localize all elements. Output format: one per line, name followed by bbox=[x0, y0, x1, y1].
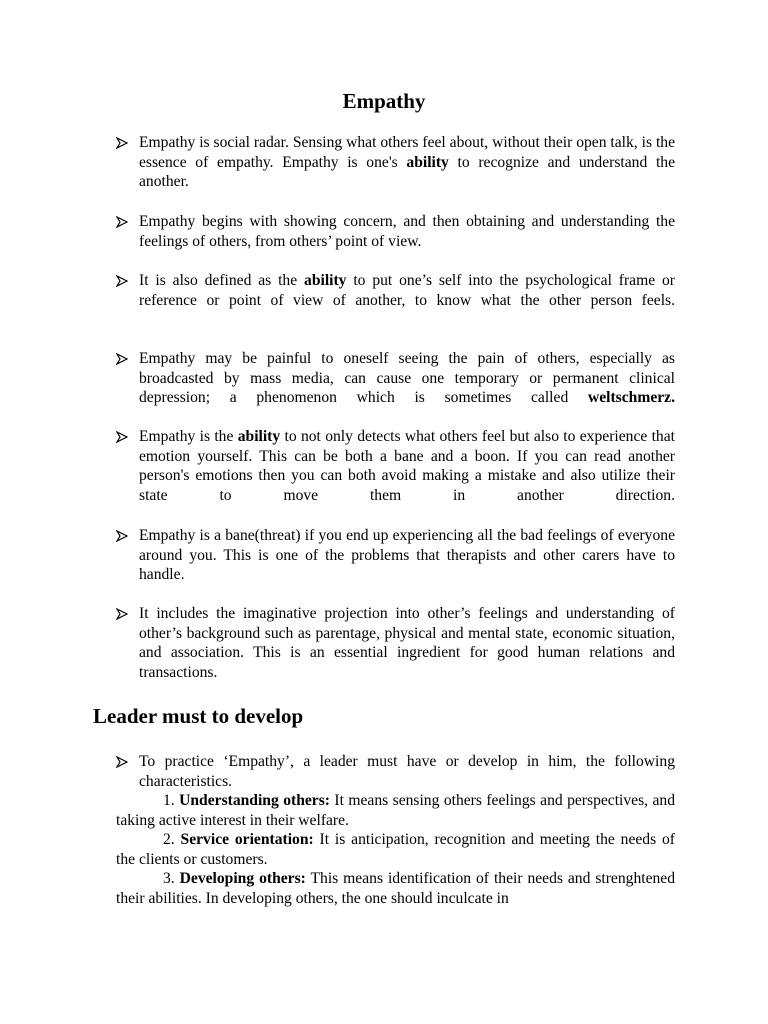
bold-term: ability bbox=[406, 153, 449, 171]
item-label: Service orientation: bbox=[180, 831, 314, 848]
arrow-bullet-icon bbox=[116, 216, 128, 228]
item-number: 2. bbox=[163, 831, 181, 848]
bullet-text: to recognize and understand the another. bbox=[139, 153, 675, 191]
arrow-bullet-icon bbox=[116, 275, 128, 287]
bullet-item-2 bbox=[139, 212, 675, 251]
item-text: This means identification of their needs and strenghtened their abilities. In developing others, the one should inculcate in bbox=[116, 870, 676, 907]
bullet-item-1 bbox=[139, 133, 675, 212]
item-label: Understanding others: bbox=[179, 792, 330, 809]
section-heading: Leader must to develop bbox=[93, 704, 304, 728]
bullet-text: It is also defined as the bbox=[139, 272, 305, 289]
bullet-text: to not only detects what others feel but also to experience that emotion yourself. This can be both a bane and a boon. If you can read another person's emotions then you can both avoid making a mistake and also utilize their state to move them in another direction. bbox=[139, 428, 675, 505]
arrow-bullet-icon bbox=[116, 431, 128, 443]
arrow-bullet-icon bbox=[116, 353, 128, 365]
leader-bullet-text: To practice ‘Empathy’, a leader must have or develop in him, the following characteristics. bbox=[139, 753, 675, 790]
bullet-item-4 bbox=[139, 349, 675, 428]
arrow-bullet-icon bbox=[116, 530, 128, 542]
item-number: 1. bbox=[163, 792, 180, 809]
item-number: 3. bbox=[163, 870, 180, 887]
characteristic-item-1 bbox=[116, 791, 675, 830]
bullet-text: Empathy may be painful to oneself seeing the pain of others, especially as broadcasted by mass media, can cause one temporary or permanent clinical depression; a phenomenon which is sometimes called bbox=[139, 350, 675, 407]
bullet-text: Empathy is social radar. Sensing what others feel about, without their open talk, is the essence of empathy. Empathy is one's bbox=[139, 134, 675, 171]
item-label: Developing others: bbox=[179, 870, 306, 887]
bold-term: ability bbox=[237, 428, 281, 445]
bold-term: weltschmerz. bbox=[587, 389, 675, 407]
page-title: Empathy bbox=[342, 89, 426, 113]
bullet-text: Empathy is a bane(threat) if you end up experiencing all the bad feelings of everyone around you. This is one of the problems that therapists and other carers have to handle. bbox=[139, 527, 675, 584]
characteristic-item-2 bbox=[116, 830, 675, 869]
arrow-bullet-icon bbox=[116, 756, 128, 768]
bullet-text: Empathy begins with showing concern, and then obtaining and understanding the feelings of others, from others’ point of view. bbox=[139, 213, 675, 250]
bullet-item-7 bbox=[139, 604, 675, 703]
bullet-text: Empathy is the bbox=[139, 428, 238, 445]
bullet-item-3 bbox=[139, 271, 675, 330]
arrow-bullet-icon bbox=[116, 608, 128, 620]
bullet-item-5 bbox=[139, 427, 675, 526]
characteristic-item-3 bbox=[116, 869, 675, 908]
arrow-bullet-icon bbox=[116, 137, 128, 149]
item-text: It is anticipation, recognition and meeting the needs of the clients or customers. bbox=[116, 831, 675, 868]
bullet-text: to put one’s self into the psychological frame or reference or point of view of another, to know what the other person feels. bbox=[139, 272, 675, 309]
bullet-text: It includes the imaginative projection into other’s feelings and understanding of other’s background such as parentage, physical and mental state, economic situation, and association. This is an essential ingredient for good human relations and transactions. bbox=[139, 605, 675, 682]
bullet-item-6 bbox=[139, 526, 675, 605]
bold-term: ability bbox=[304, 272, 347, 289]
item-text: It means sensing others feelings and perspectives, and taking active interest in their welfare. bbox=[116, 792, 675, 829]
